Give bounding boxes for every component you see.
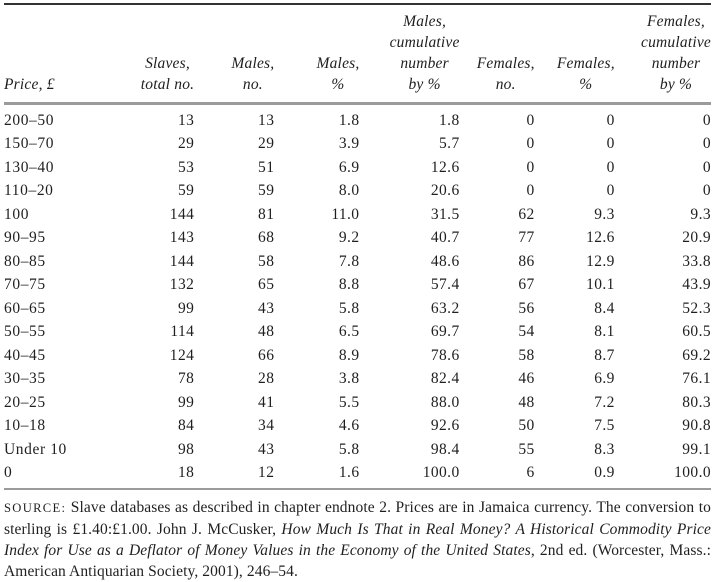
table-cell: 60.5 [682,323,711,341]
column-header-females-pct [535,4,615,104]
header-line: Females, [476,55,535,72]
table-cell: 59 [258,182,275,200]
table-cell: 144 [169,205,195,223]
table-cell: 34 [258,417,275,435]
table-cell: 86 [518,252,535,270]
table-cell: 124 [169,346,195,364]
table-row [4,438,711,462]
table-cell: 59 [177,182,195,200]
table-cell: 3.9 [338,135,360,153]
table-cell: 0.9 [594,464,615,482]
price-cell: Under 10 [4,440,67,458]
table-cell: 8.0 [338,182,360,200]
table-cell: 99 [177,393,195,411]
table-cell: 6 [526,464,535,482]
column-header-females-cumulative [615,4,711,104]
table-cell: 62 [518,205,535,223]
table-cell: 78.6 [430,346,460,364]
table-cell: 7.2 [594,393,615,411]
book-title: How Much Is That in Real Money? A Historical Commodity Price Index for Use as a Deflator of Money Values in the Economy of the United States [4,521,711,559]
table-cell: 33.8 [682,252,711,270]
table-cell: 90.8 [682,417,711,435]
table-cell: 1.8 [338,111,360,129]
table-cell: 67 [518,276,535,294]
table-cell: 29 [177,135,195,153]
table-row [4,462,711,490]
table-cell: 9.3 [690,205,711,223]
table-row [4,104,711,133]
table-cell: 48 [258,323,275,341]
table-cell: 5.7 [439,135,460,153]
column-header-price [4,4,129,104]
price-cell: 30–35 [4,370,46,388]
table-row [4,368,711,392]
table-cell: 5.8 [338,440,360,458]
table-cell: 56 [518,299,535,317]
table-cell: 80.3 [682,393,711,411]
price-cell: 110–20 [4,182,54,200]
table-cell: 58 [518,346,535,364]
table-cell: 7.8 [338,252,360,270]
table-cell: 100.0 [674,464,711,482]
table-cell: 3.8 [338,370,360,388]
table-cell: 41 [258,393,275,411]
table-cell: 0 [526,135,535,153]
table-cell: 12 [258,464,275,482]
table-cell: 144 [169,252,195,270]
table-row [4,250,711,274]
table-cell: 13 [258,111,275,129]
column-header-females-no [460,4,535,104]
table-cell: 99.1 [682,440,711,458]
table-cell: 65 [258,276,275,294]
table-cell: 52.3 [682,299,711,317]
table-cell: 29 [258,135,275,153]
table-cell: 98.4 [430,440,460,458]
header-line: Slaves, [145,55,190,72]
table-cell: 1.6 [338,464,360,482]
source-note [4,497,711,582]
header-line: cumulative [640,34,711,51]
table-cell: 8.7 [594,346,615,364]
table-row [4,297,711,321]
table-cell: 8.4 [594,299,615,317]
table-cell: 0 [526,158,535,176]
column-header-males-no [194,4,274,104]
column-header-males-pct [274,4,359,104]
table-cell: 8.9 [338,346,360,364]
header-line: Females, [556,55,615,72]
table-cell: 98 [177,440,195,458]
table-cell: 6.5 [338,323,360,341]
table-cell: 82.4 [430,370,460,388]
price-cell: 50–55 [4,323,46,341]
table-cell: 54 [518,323,535,341]
price-cell: 40–45 [4,346,46,364]
table-row [4,391,711,415]
table-cell: 50 [518,417,535,435]
column-header-slaves-total [129,4,194,104]
table-cell: 76.1 [682,370,711,388]
table-cell: 12.6 [586,229,615,247]
table-cell: 4.6 [338,417,360,435]
price-cell: 200–50 [4,111,55,129]
header-line: by % [408,76,441,93]
slave-price-distribution-table [4,3,711,490]
table-cell: 0 [702,158,711,176]
header-line: total no. [140,76,195,93]
price-cell: 20–25 [4,393,46,411]
table-cell: 11.0 [331,205,360,223]
header-line: no. [242,76,263,93]
table-cell: 84 [177,417,195,435]
table-cell: 81 [258,205,275,223]
header-line: by % [659,76,693,93]
table-cell: 55 [518,440,535,458]
table-row [4,133,711,157]
table-cell: 0 [702,135,711,153]
table-cell: 8.8 [338,276,360,294]
header-line: no. [495,76,516,93]
table-cell: 8.1 [594,323,615,341]
table-cell: 53 [177,158,195,176]
table-cell: 48 [518,393,535,411]
price-cell: 100 [4,205,30,223]
table-cell: 51 [258,158,275,176]
table-cell: 88.0 [430,393,460,411]
header-line: number [400,55,449,72]
source-label: SOURCE: [4,501,67,515]
table-cell: 48.6 [430,252,460,270]
table-cell: 5.8 [338,299,360,317]
header-line: Males, [316,55,360,72]
table-cell: 114 [170,323,195,341]
table-cell: 0 [606,158,615,176]
header-line: % [579,76,593,93]
table-cell: 100.0 [422,464,460,482]
table-cell: 0 [702,111,711,129]
table-row [4,203,711,227]
price-cell: 10–18 [4,417,46,435]
table-cell: 12.9 [586,252,615,270]
header-line: % [331,76,345,93]
table-cell: 46 [518,370,535,388]
table-cell: 57.4 [430,276,460,294]
price-cell: 70–75 [4,276,46,294]
table-cell: 6.9 [338,158,360,176]
table-cell: 68 [258,229,275,247]
table-cell: 58 [258,252,275,270]
table-row [4,156,711,180]
header-line: number [651,55,701,72]
table-cell: 31.5 [430,205,460,223]
table-cell: 132 [169,276,195,294]
table-cell: 9.2 [338,229,360,247]
table-row [4,274,711,298]
table-cell: 77 [518,229,535,247]
price-cell: 60–65 [4,299,46,317]
table-row [4,227,711,251]
table-cell: 0 [606,111,615,129]
table-cell: 69.7 [430,323,460,341]
price-cell: 90–95 [4,229,46,247]
table-cell: 7.5 [594,417,615,435]
price-cell: 80–85 [4,252,46,270]
header-line: Price, £ [4,76,55,93]
table-header-row [4,4,711,104]
header-line: Males, [231,55,275,72]
table-cell: 20.6 [430,182,460,200]
table-cell: 10.1 [586,276,615,294]
table-cell: 92.6 [430,417,460,435]
table-row [4,344,711,368]
header-line: Females, [647,13,705,30]
table-cell: 9.3 [594,205,615,223]
table-cell: 13 [177,111,195,129]
table-cell: 0 [702,182,711,200]
table-cell: 1.8 [439,111,460,129]
table-cell: 0 [526,111,535,129]
table-cell: 63.2 [430,299,460,317]
table-cell: 0 [526,182,535,200]
table-cell: 6.9 [594,370,615,388]
table-cell: 43.9 [682,276,711,294]
source-text: Slave databases as described in chapter endnote 2. Prices are in Jamaica currency. The conversion to sterling is £1.40:£1.00. John J. McCusker, [4,499,711,538]
source-text: , 2nd ed. (Worcester, Mass.: American Antiquarian Society, 2001), 246–54. [4,542,711,580]
table-cell: 28 [258,370,275,388]
header-line: Males, [403,13,447,30]
price-cell: 0 [4,464,13,482]
table-cell: 18 [177,464,195,482]
table-cell: 78 [177,370,195,388]
table-cell: 0 [606,182,615,200]
table-cell: 43 [258,299,275,317]
table-row [4,180,711,204]
table-cell: 12.6 [430,158,460,176]
column-header-males-cumulative [359,4,459,104]
table-row [4,415,711,439]
table-cell: 20.9 [682,229,711,247]
table-cell: 66 [258,346,275,364]
table-cell: 8.3 [594,440,615,458]
table-cell: 99 [177,299,195,317]
price-cell: 150–70 [4,135,55,153]
table-cell: 40.7 [430,229,460,247]
table-cell: 43 [258,440,275,458]
price-cell: 130–40 [4,158,55,176]
table-cell: 69.2 [682,346,711,364]
table-cell: 5.5 [338,393,360,411]
header-line: cumulative [389,34,460,51]
table-row [4,321,711,345]
table-cell: 0 [606,135,615,153]
table-cell: 143 [169,229,195,247]
